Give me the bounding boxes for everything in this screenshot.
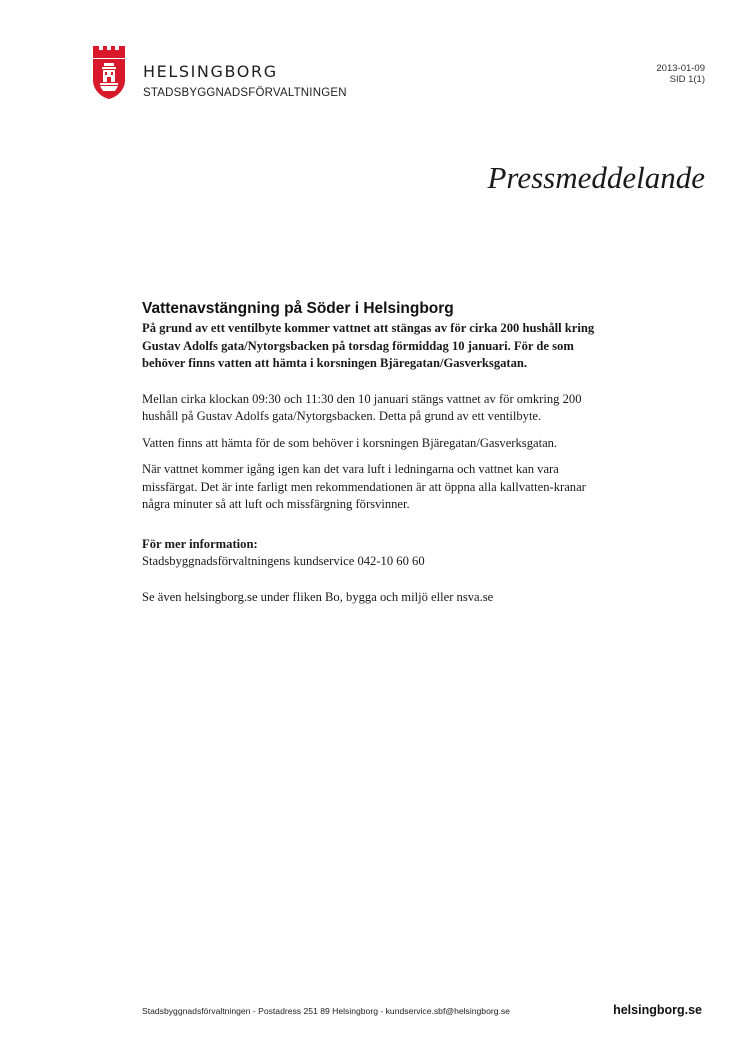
press-release-body: [142, 300, 612, 606]
page-number: SID 1(1): [669, 74, 705, 85]
contact-info-text: Stadsbyggnadsförvaltningens kundservice 042-10 60 60: [142, 554, 425, 568]
document-meta: [656, 63, 705, 85]
footer-website: helsingborg.se: [613, 1003, 702, 1017]
helsingborg-crest-icon: [92, 44, 126, 100]
document-type: Pressmeddelande: [487, 160, 705, 195]
body-paragraph: Vatten finns att hämta för de som behöver i korsningen Bjäregatan/Gasverksgatan.: [142, 435, 558, 450]
body-paragraph: När vattnet kommer igång igen kan det vara luft i ledningarna och vattnet kan vara missfärgat. Det är inte farligt men rekommendationen är att öppna alla kallvatten-kranar några minuter så att luft och missfärgning försvinner.: [142, 462, 586, 511]
footer-address: Stadsbyggnadsförvaltningen - Postadress 251 89 Helsingborg - kundservice.sbf@helsingborg.se: [142, 1006, 510, 1016]
headline: Vattenavstängning på Söder i Helsingborg: [142, 300, 454, 317]
see-also-text: Se även helsingborg.se under fliken Bo, bygga och miljö eller nsva.se: [142, 589, 494, 604]
body-paragraph: Mellan cirka klockan 09:30 och 11:30 den 10 januari stängs vattnet av för omkring 200 hushåll på Gustav Adolfs gata/Nytorgsbacken. Detta på grund av ett ventilbyte.: [142, 391, 582, 423]
contact-info: [142, 536, 612, 571]
lead-paragraph: På grund av ett ventilbyte kommer vattnet att stängas av för cirka 200 hushåll kring Gustav Adolfs gata/Nytorgsbacken på torsdag förmiddag 10 januari. För de som behöver finns vatten att hämta i korsningen Bjäregatan/Gasverksgatan.: [142, 321, 595, 370]
contact-info-heading: För mer information:: [142, 536, 258, 551]
org-name: HELSINGBORG: [143, 62, 278, 81]
department-name: STADSBYGGNADSFÖRVALTNINGEN: [143, 87, 347, 99]
document-date: 2013-01-09: [656, 63, 705, 74]
